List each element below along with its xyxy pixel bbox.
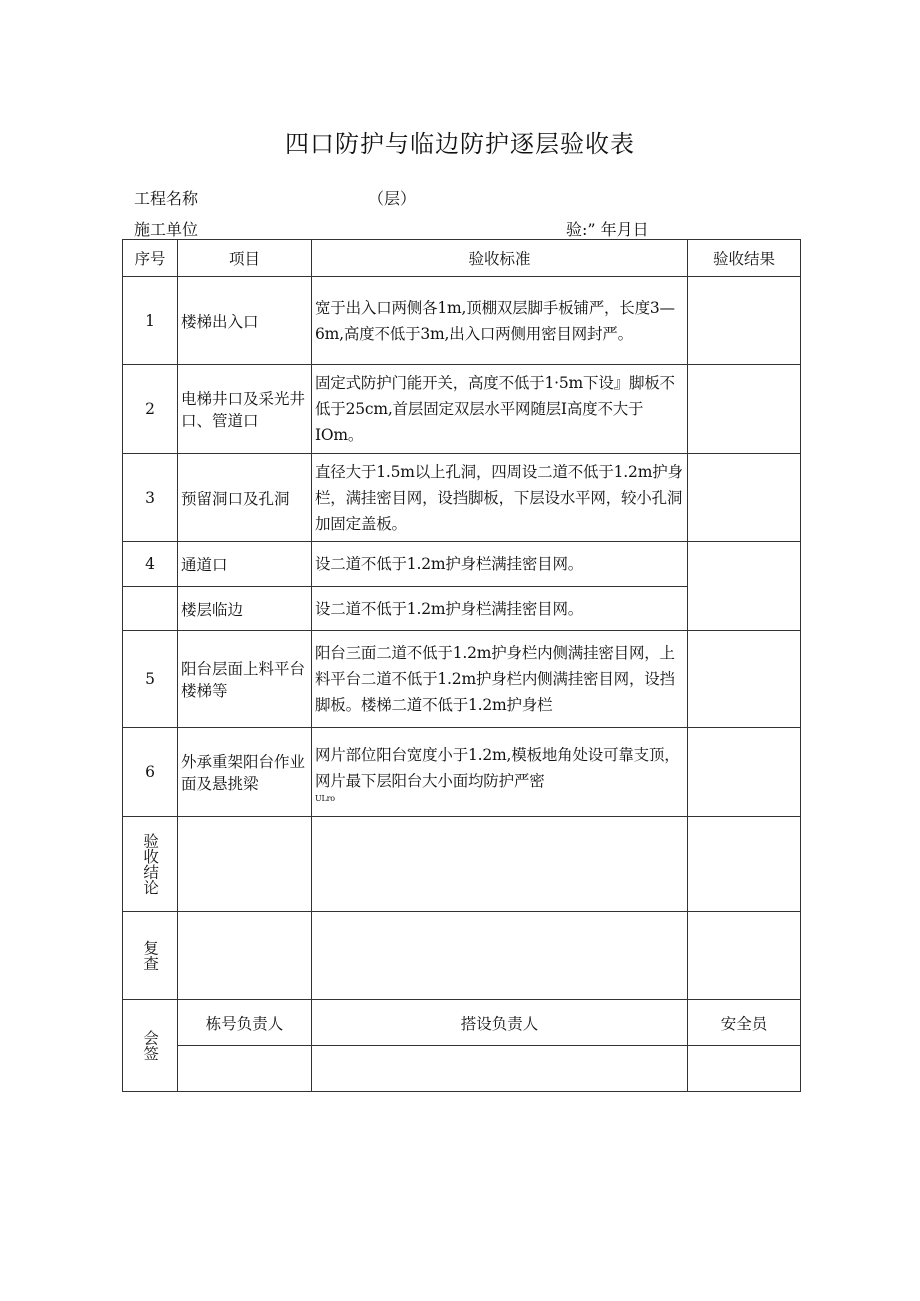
erector-label: 搭设负责人 — [312, 1000, 688, 1046]
table-row — [123, 728, 801, 817]
conclusion-cell[interactable] — [312, 817, 688, 912]
row-standard: 宽于出入口两侧各1m,顶棚双层脚手板铺严，长度3—6m,高度不低于3m,出入口两侧用密目网封严。 — [312, 277, 688, 365]
sign-header-row — [123, 1000, 801, 1046]
floor-label: （层） — [368, 189, 417, 208]
conclusion-cell[interactable] — [688, 817, 801, 912]
review-row — [123, 912, 801, 1000]
row-result-cell[interactable] — [688, 728, 801, 817]
col-header-item: 项目 — [178, 240, 312, 277]
row-standard — [312, 728, 688, 817]
conclusion-label: 验收结论 — [141, 833, 160, 895]
col-header-no: 序号 — [123, 240, 178, 277]
row-result-cell[interactable] — [688, 365, 801, 454]
sign-label-cell — [123, 1000, 178, 1092]
review-cell[interactable] — [178, 912, 312, 1000]
row-standard-text: 网片部位阳台宽度小于1.2m,模板地角处设可靠支顶，网片最下层阳台大小面均防护严密 — [315, 745, 680, 790]
conclusion-cell[interactable] — [178, 817, 312, 912]
table-header-row — [123, 240, 801, 277]
row-number: 5 — [123, 631, 178, 728]
sign-label: 会签 — [141, 1030, 160, 1061]
building-owner-signature[interactable] — [178, 1046, 312, 1092]
row-item: 阳台层面上料平台楼梯等 — [178, 631, 312, 728]
project-name-label: 工程名称 — [134, 189, 199, 208]
row-item: 楼层临边 — [178, 587, 312, 631]
acceptance-table — [122, 239, 801, 1092]
row-standard: 直径大于1.5m以上孔洞，四周设二道不低于1.2m护身栏，满挂密目网，设挡脚板，下层设水平网，较小孔洞加固定盖板。 — [312, 454, 688, 542]
building-owner-label: 栋号负责人 — [178, 1000, 312, 1046]
row-result-cell[interactable] — [688, 454, 801, 542]
page-title: 四口防护与临边防护逐层验收表 — [285, 130, 635, 158]
contractor-label: 施工单位 — [134, 220, 199, 239]
row-item: 外承重架阳台作业面及悬挑梁 — [178, 728, 312, 817]
review-label-cell — [123, 912, 178, 1000]
row-result-cell[interactable] — [688, 542, 801, 631]
row-number: 6 — [123, 728, 178, 817]
table-row — [123, 454, 801, 542]
row-standard: 设二道不低于1.2m护身栏满挂密目网。 — [312, 587, 688, 631]
col-header-result: 验收结果 — [688, 240, 801, 277]
conclusion-row — [123, 817, 801, 912]
table-row — [123, 277, 801, 365]
row-number: 2 — [123, 365, 178, 454]
row-item: 楼梯出入口 — [178, 277, 312, 365]
row-result-cell[interactable] — [688, 631, 801, 728]
row-standard: 阳台三面二道不低于1.2m护身栏内侧满挂密目网，上料平台二道不低于1.2m护身栏内侧满挂密目网，设挡脚板。楼梯二道不低于1.2m护身栏 — [312, 631, 688, 728]
row-standard: 固定式防护门能开关，高度不低于1·5m下设』脚板不低于25cm,首层固定双层水平网随层I高度不大于IOm。 — [312, 365, 688, 454]
row-number: 4 — [123, 542, 178, 587]
row-item: 通道口 — [178, 542, 312, 587]
row-result-cell[interactable] — [688, 277, 801, 365]
safety-officer-label: 安全员 — [688, 1000, 801, 1046]
row-item: 预留洞口及孔洞 — [178, 454, 312, 542]
date-label: 验:” 年月日 — [566, 220, 649, 239]
row-standard: 设二道不低于1.2m护身栏满挂密目网。 — [312, 542, 688, 587]
table-row — [123, 365, 801, 454]
review-label: 复查 — [141, 940, 160, 971]
sign-row — [123, 1046, 801, 1092]
row-number — [123, 587, 178, 631]
review-cell[interactable] — [688, 912, 801, 1000]
row-item: 电梯井口及采光井口、管道口 — [178, 365, 312, 454]
row-number: 3 — [123, 454, 178, 542]
table-row — [123, 542, 801, 587]
erector-signature[interactable] — [312, 1046, 688, 1092]
conclusion-label-cell — [123, 817, 178, 912]
review-cell[interactable] — [312, 912, 688, 1000]
safety-officer-signature[interactable] — [688, 1046, 801, 1092]
table-row — [123, 631, 801, 728]
row-standard-note: ULro — [315, 793, 335, 803]
row-number: 1 — [123, 277, 178, 365]
col-header-standard: 验收标准 — [312, 240, 688, 277]
